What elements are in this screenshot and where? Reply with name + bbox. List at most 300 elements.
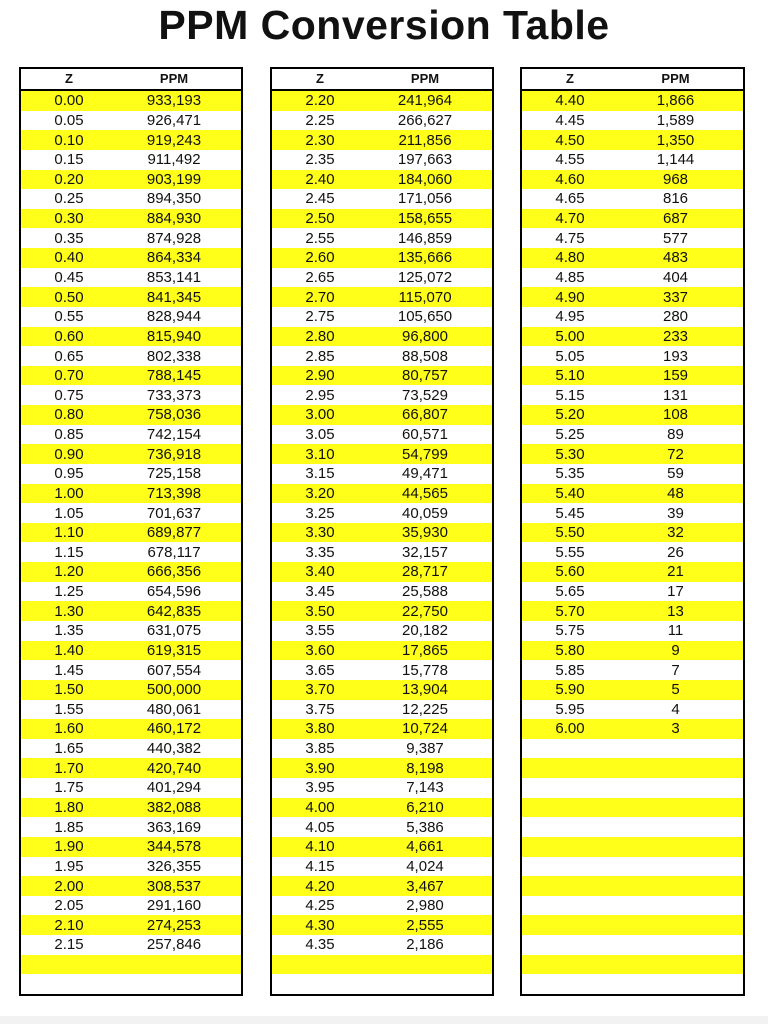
table-row [21,857,241,877]
z-value: 5.65 [555,583,585,601]
z-value: 0.70 [54,367,84,385]
z-value: 5.05 [555,347,585,365]
z-column-header: Z [316,71,324,86]
table-row [522,287,743,307]
z-value: 4.20 [305,877,335,895]
z-value: 2.40 [305,170,335,188]
z-value: 0.10 [54,131,84,149]
table-row [522,621,743,641]
z-value: 0.40 [54,249,84,267]
table-header [522,69,743,91]
z-value: 2.70 [305,288,335,306]
table-row [21,660,241,680]
z-value: 1.75 [54,779,84,797]
table-row [21,248,241,268]
ppm-value: 59 [667,465,684,483]
table-row [272,562,492,582]
table-body [522,91,743,994]
table-row [272,268,492,288]
table-row [522,307,743,327]
ppm-value: 5,386 [406,818,444,836]
ppm-value: 631,075 [146,622,202,640]
ppm-value: 401,294 [146,779,202,797]
z-value: 4.65 [555,190,585,208]
table-row [522,464,743,484]
table-row [21,385,241,405]
table-row [522,660,743,680]
ppm-value: 2,186 [406,936,444,954]
z-value: 1.80 [54,799,84,816]
ppm-value: 841,345 [146,288,202,306]
ppm-value: 3,467 [406,877,444,895]
table-row [272,641,492,661]
table-body [21,91,241,994]
table-row [272,484,492,504]
empty-row [522,778,743,798]
table-row [21,719,241,739]
ppm-value: 926,471 [146,111,202,129]
table-body [272,91,492,994]
ppm-value: 146,859 [397,229,453,247]
table-row [522,385,743,405]
z-value: 5.30 [555,445,585,463]
table-header [21,69,241,91]
table-row [21,680,241,700]
z-value: 5.45 [555,504,585,522]
z-value: 4.30 [305,916,335,934]
z-value: 6.00 [555,720,585,738]
ppm-value: 1,589 [656,111,695,129]
table-row [522,503,743,523]
ppm-value: 894,350 [146,190,202,208]
ppm-value: 8,198 [406,759,444,777]
ppm-value: 2,555 [406,916,444,934]
ppm-value: 197,663 [397,151,453,169]
ppm-value: 874,928 [146,229,202,247]
z-value: 0.75 [54,386,84,404]
z-value: 4.80 [555,249,585,267]
ppm-value: 404 [662,268,689,286]
ppm-value: 420,740 [146,759,202,777]
table-row [21,896,241,916]
ppm-value: 725,158 [146,465,202,483]
table-row [522,641,743,661]
z-value: 3.15 [305,465,335,483]
table-row [272,346,492,366]
ppm-value: 233 [662,327,689,345]
ppm-value: 911,492 [147,151,201,169]
z-value: 3.75 [305,700,335,718]
ppm-value: 25,588 [402,583,448,601]
ppm-value: 39 [667,504,684,522]
z-value: 5.60 [555,563,585,581]
z-value: 3.55 [305,622,335,640]
ppm-value: 115,070 [398,288,452,306]
z-value: 2.05 [54,897,84,915]
z-value: 2.20 [305,92,335,110]
ppm-value: 815,940 [146,327,202,345]
empty-row [522,798,743,818]
ppm-value: 919,243 [146,131,202,149]
z-value: 5.10 [555,367,585,385]
z-value: 2.10 [54,916,84,934]
z-value: 3.40 [305,563,335,581]
ppm-value: 828,944 [146,308,202,326]
z-value: 0.95 [54,465,84,483]
table-row [272,385,492,405]
table-row [522,346,743,366]
table-row [272,542,492,562]
z-value: 2.00 [54,877,84,895]
z-value: 0.35 [54,229,84,247]
ppm-value: 131 [662,386,689,404]
table-row [522,444,743,464]
table-row [522,425,743,445]
z-value: 2.65 [305,268,335,286]
ppm-value: 105,650 [397,308,453,326]
z-value: 0.65 [54,347,84,365]
table-row [21,464,241,484]
ppm-value: 88,508 [402,347,448,365]
ppm-value: 7,143 [406,779,444,797]
z-value: 3.10 [305,445,335,463]
table-row [272,621,492,641]
table-row [21,189,241,209]
ppm-value: 758,036 [146,406,202,424]
table-row [21,170,241,190]
z-value: 0.45 [54,268,84,286]
table-row [522,405,743,425]
table-row [272,837,492,857]
table-row [21,876,241,896]
empty-row [522,758,743,778]
z-value: 4.15 [305,857,335,875]
z-value: 5.55 [555,543,585,561]
z-value: 1.85 [54,818,84,836]
empty-row [522,739,743,759]
z-value: 1.25 [54,583,84,601]
z-value: 1.40 [54,641,84,659]
z-value: 0.80 [54,406,84,424]
z-value: 2.55 [305,229,335,247]
ppm-value: 326,355 [146,857,202,875]
table-row [272,111,492,131]
table-row [21,523,241,543]
ppm-value: 241,964 [397,92,453,110]
z-value: 5.80 [555,641,585,659]
z-value: 1.50 [54,681,84,699]
table-row [522,366,743,386]
table-row [21,641,241,661]
z-value: 3.80 [305,720,335,738]
z-value: 1.95 [54,857,84,875]
z-value: 0.00 [54,92,84,110]
ppm-value: 4,661 [406,838,444,856]
z-value: 3.20 [305,484,335,502]
ppm-value: 788,145 [146,367,202,385]
table-row [272,189,492,209]
z-value: 1.45 [54,661,84,679]
table-row [522,111,743,131]
table-row [21,758,241,778]
z-value: 4.55 [555,151,585,169]
ppm-value: 28,717 [402,563,448,581]
ppm-value: 903,199 [146,170,202,188]
table-row [21,228,241,248]
table-row [272,503,492,523]
z-value: 4.25 [305,897,335,915]
empty-row [522,857,743,877]
ppm-value: 89 [667,426,684,444]
ppm-value: 35,930 [402,524,448,542]
table-row [522,523,743,543]
empty-row [272,955,492,975]
table-row [272,660,492,680]
ppm-value: 21 [667,563,684,581]
ppm-value: 257,846 [146,936,202,954]
ppm-value: 736,918 [146,445,202,463]
empty-row [522,876,743,896]
z-value: 2.35 [305,151,335,169]
ppm-value: 12,225 [402,700,448,718]
z-value: 1.65 [54,740,84,758]
table-row [21,837,241,857]
z-value: 4.35 [305,936,335,954]
table-row [522,680,743,700]
table-row [21,798,241,818]
ppm-value: 135,666 [397,249,453,267]
z-value: 1.30 [54,602,84,620]
table-row [522,130,743,150]
table-row [272,444,492,464]
ppm-value: 619,315 [146,641,202,659]
ppm-value: 500,000 [146,681,202,699]
empty-row [522,896,743,916]
ppm-value: 9,387 [406,740,444,758]
table-row [21,601,241,621]
ppm-value: 11 [667,622,684,640]
ppm-value: 32 [667,524,684,542]
ppm-value: 40,059 [402,504,448,522]
table-row [21,91,241,111]
table-row [272,425,492,445]
ppm-table-3 [520,67,745,996]
ppm-column-header: PPM [661,71,690,86]
table-row [522,542,743,562]
ppm-value: 60,571 [402,426,448,444]
table-row [21,778,241,798]
ppm-value: 344,578 [146,838,202,856]
ppm-value: 853,141 [146,268,202,286]
ppm-value: 816 [662,190,689,208]
z-value: 2.80 [305,327,335,345]
z-value: 1.05 [54,504,84,522]
empty-row [522,915,743,935]
z-value: 3.45 [305,583,335,601]
ppm-value: 654,596 [146,583,202,601]
ppm-value: 171,056 [397,190,453,208]
ppm-value: 733,373 [146,386,202,404]
empty-row [21,974,241,994]
z-value: 2.75 [305,308,335,326]
ppm-value: 864,334 [146,249,202,267]
ppm-value: 363,169 [146,818,202,836]
table-row [272,582,492,602]
z-value: 3.30 [305,524,335,542]
table-row [21,327,241,347]
table-row [21,425,241,445]
ppm-value: 73,529 [402,386,448,404]
empty-row [522,955,743,975]
z-value: 5.40 [555,484,585,502]
z-value: 2.60 [305,249,335,267]
ppm-value: 10,724 [402,720,448,738]
table-row [522,248,743,268]
z-value: 4.05 [305,818,335,836]
z-value: 5.85 [555,661,585,679]
empty-row [272,974,492,994]
ppm-table-2 [270,67,494,996]
ppm-value: 483 [662,249,689,267]
table-row [21,366,241,386]
table-row [272,876,492,896]
ppm-value: 184,060 [397,170,453,188]
ppm-value: 4 [671,700,680,718]
table-row [21,739,241,759]
z-value: 1.10 [54,524,84,542]
table-row [272,366,492,386]
table-row [21,562,241,582]
z-value: 0.60 [54,327,84,345]
table-row [522,582,743,602]
empty-row [522,817,743,837]
ppm-value: 274,253 [146,916,202,934]
table-row [522,228,743,248]
z-column-header: Z [65,71,73,86]
z-value: 3.70 [305,681,335,699]
table-row [272,935,492,955]
table-row [272,700,492,720]
table-row [522,209,743,229]
z-value: 4.85 [555,268,585,286]
table-row [272,798,492,818]
table-row [272,248,492,268]
z-value: 1.00 [54,484,84,502]
ppm-value: 701,637 [146,504,202,522]
table-row [272,307,492,327]
empty-row [522,974,743,994]
table-row [21,484,241,504]
ppm-value: 382,088 [146,799,202,816]
table-row [21,582,241,602]
table-row [21,130,241,150]
z-value: 3.60 [305,641,335,659]
ppm-value: 13,904 [402,681,448,699]
z-value: 0.85 [54,426,84,444]
table-row [272,209,492,229]
ppm-value: 72 [667,445,684,463]
z-value: 5.90 [555,681,585,699]
table-row [21,915,241,935]
table-row [21,307,241,327]
table-row [522,91,743,111]
z-value: 3.25 [305,504,335,522]
z-value: 2.50 [305,210,335,228]
z-value: 2.90 [305,367,335,385]
empty-row [522,837,743,857]
ppm-value: 308,537 [146,877,202,895]
ppm-value: 802,338 [146,347,202,365]
ppm-value: 54,799 [402,445,448,463]
ppm-value: 607,554 [146,661,202,679]
ppm-value: 460,172 [146,720,202,738]
table-row [272,523,492,543]
ppm-value: 440,382 [146,740,202,758]
ppm-value: 32,157 [402,543,448,561]
table-row [272,150,492,170]
table-row [272,91,492,111]
table-row [522,601,743,621]
table-row [522,484,743,504]
ppm-value: 1,144 [656,151,695,169]
z-value: 4.90 [555,288,585,306]
z-value: 1.70 [54,759,84,777]
ppm-value: 666,356 [146,563,202,581]
ppm-value: 158,655 [397,210,453,228]
ppm-value: 678,117 [147,543,201,561]
ppm-value: 80,757 [402,367,448,385]
z-value: 3.05 [305,426,335,444]
table-row [272,719,492,739]
table-row [272,130,492,150]
z-value: 4.70 [555,210,585,228]
ppm-value: 577 [662,229,689,247]
ppm-column-header: PPM [410,71,440,86]
z-value: 1.20 [54,563,84,581]
table-row [21,700,241,720]
ppm-value: 22,750 [402,602,448,620]
z-value: 4.40 [555,92,585,110]
z-value: 3.00 [305,406,335,424]
table-row [21,503,241,523]
z-value: 3.50 [305,602,335,620]
table-row [21,542,241,562]
table-header [272,69,492,91]
table-row [272,601,492,621]
ppm-value: 1,866 [656,92,695,110]
ppm-value: 687 [662,210,689,228]
ppm-value: 2,980 [406,897,444,915]
table-row [21,209,241,229]
z-value: 4.10 [305,838,335,856]
z-value: 5.50 [555,524,585,542]
z-value: 1.35 [54,622,84,640]
ppm-value: 337 [662,288,689,306]
ppm-value: 193 [662,347,689,365]
table-row [21,346,241,366]
z-value: 0.30 [54,210,84,228]
ppm-value: 13 [667,602,684,620]
empty-row [21,955,241,975]
table-row [522,562,743,582]
z-value: 5.95 [555,700,585,718]
z-value: 3.90 [305,759,335,777]
ppm-value: 1,350 [656,131,695,149]
table-row [272,327,492,347]
z-value: 4.45 [555,111,585,129]
ppm-value: 17 [667,583,684,601]
ppm-value: 713,398 [146,484,202,502]
